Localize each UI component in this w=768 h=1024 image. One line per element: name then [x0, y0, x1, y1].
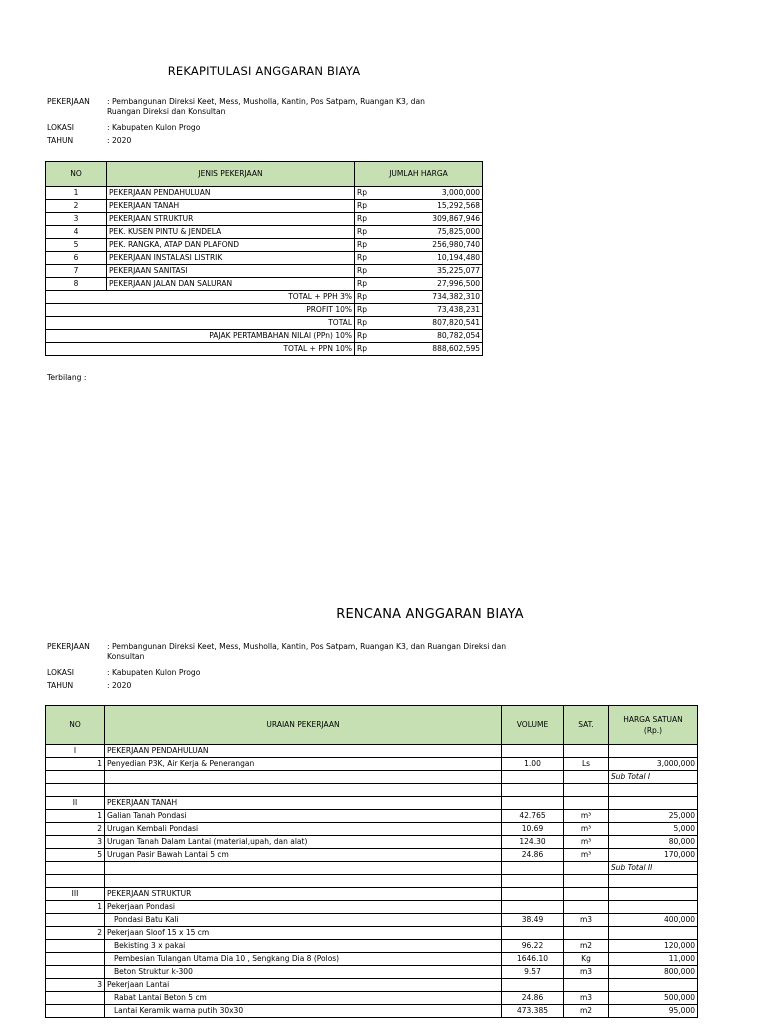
rab-item-unit: Ls: [564, 758, 609, 771]
recap-total-amount: 80,782,054: [381, 330, 483, 343]
recap-row-no: 2: [46, 200, 107, 213]
rab-item-volume: 10.69: [502, 823, 564, 836]
rab-spacer-row: [46, 875, 698, 888]
recap-total-amount: 734,382,310: [381, 291, 483, 304]
rab-item-price: 400,000: [609, 914, 698, 927]
rab-section-header: [46, 797, 698, 810]
recap-lokasi-value: : Kabupaten Kulon Progo: [107, 123, 201, 132]
rab-item-no: [46, 953, 105, 966]
recap-row-name: PEKERJAAN JALAN DAN SALURAN: [107, 278, 355, 291]
recap-total-amount: 888,602,595: [381, 343, 483, 356]
rab-empty-cell: [609, 901, 698, 914]
rab-pekerjaan-label: PEKERJAAN: [47, 642, 90, 651]
rab-section-roman: III: [46, 888, 105, 901]
gap-cell: [564, 784, 609, 797]
recap-total-currency: Rp: [355, 317, 381, 330]
rab-item-price: 25,000: [609, 810, 698, 823]
recap-row-name: PEKERJAAN STRUKTUR: [107, 213, 355, 226]
rab-item-row: [46, 823, 698, 836]
rab-section-title: PEKERJAAN STRUKTUR: [105, 888, 502, 901]
rab-section-header: [46, 745, 698, 758]
rab-empty-cell: [609, 927, 698, 940]
rab-group-row: [46, 901, 698, 914]
recap-lokasi-label: LOKASI: [47, 123, 75, 132]
gap-cell: [564, 875, 609, 888]
rab-item-volume: 42.765: [502, 810, 564, 823]
rab-pekerjaan-line2: Konsultan: [107, 652, 145, 661]
recap-total-label: PAJAK PERTAMBAHAN NILAI (PPn) 10%: [46, 330, 355, 343]
rab-item-no: 1: [46, 810, 105, 823]
rab-empty-cell: [564, 927, 609, 940]
rab-lokasi-value: : Kabupaten Kulon Progo: [107, 668, 201, 677]
rab-group-no: 2: [46, 927, 105, 940]
gap-cell: [105, 875, 502, 888]
rab-subtotal-label: Sub Total II: [609, 862, 698, 875]
rab-item-price: 95,000: [609, 1005, 698, 1018]
rab-item-name: Pondasi Batu Kali: [105, 914, 502, 927]
rab-empty-cell: [564, 979, 609, 992]
gap-cell: [609, 875, 698, 888]
gap-cell: [609, 784, 698, 797]
rab-item-no: 1: [46, 758, 105, 771]
recap-row-currency: Rp: [355, 200, 381, 213]
rab-item-no: [46, 992, 105, 1005]
rab-item-name: Bekisting 3 x pakai: [105, 940, 502, 953]
rab-empty-cell: [502, 862, 564, 875]
recap-row: [46, 200, 483, 213]
rab-item-no: [46, 1005, 105, 1018]
recap-total-label: TOTAL + PPH 3%: [46, 291, 355, 304]
recap-row-currency: Rp: [355, 278, 381, 291]
rab-section-roman: II: [46, 797, 105, 810]
recap-row-name: PEK. KUSEN PINTU & JENDELA: [107, 226, 355, 239]
rab-pekerjaan-value: [107, 642, 506, 662]
recap-total-amount: 73,438,231: [381, 304, 483, 317]
recap-row-currency: Rp: [355, 226, 381, 239]
recap-row-name: PEK. RANGKA, ATAP DAN PLAFOND: [107, 239, 355, 252]
rab-item-volume: 124.30: [502, 836, 564, 849]
rab-tahun-value: : 2020: [107, 681, 132, 690]
rab-item-volume: 96.22: [502, 940, 564, 953]
rab-header-harga: [609, 706, 698, 745]
recap-tahun-label: TAHUN: [47, 136, 74, 145]
rab-item-unit: m³: [564, 810, 609, 823]
rab-item-unit: m2: [564, 940, 609, 953]
recap-row: [46, 278, 483, 291]
rab-item-row: [46, 966, 698, 979]
recap-row: [46, 252, 483, 265]
rab-item-row: [46, 849, 698, 862]
recap-row-currency: Rp: [355, 213, 381, 226]
recap-row-amount: 256,980,740: [381, 239, 483, 252]
rab-item-unit: m³: [564, 836, 609, 849]
rab-item-row: [46, 836, 698, 849]
recap-pekerjaan-value: [107, 97, 425, 117]
rab-empty-cell: [46, 771, 105, 784]
recap-row-amount: 15,292,568: [381, 200, 483, 213]
recap-row-currency: Rp: [355, 265, 381, 278]
recap-pekerjaan-line1: : Pembangunan Direksi Keet, Mess, Musholla, Kantin, Pos Satpam, Ruangan K3, dan: [107, 97, 425, 106]
gap-cell: [502, 784, 564, 797]
rab-item-no: 2: [46, 823, 105, 836]
recap-row-currency: Rp: [355, 252, 381, 265]
recap-pekerjaan-label: PEKERJAAN: [47, 97, 90, 106]
recap-total-currency: Rp: [355, 330, 381, 343]
rab-empty-cell: [564, 862, 609, 875]
rab-item-row: [46, 992, 698, 1005]
recap-row-name: PEKERJAAN TANAH: [107, 200, 355, 213]
recap-total-row: [46, 291, 483, 304]
recap-row-amount: 3,000,000: [381, 187, 483, 200]
rab-group-title: Pekerjaan Lantai: [105, 979, 502, 992]
recap-row-no: 8: [46, 278, 107, 291]
rab-empty-cell: [502, 927, 564, 940]
rab-empty-cell: [46, 862, 105, 875]
rab-item-row: [46, 758, 698, 771]
rab-item-price: 11,000: [609, 953, 698, 966]
rab-empty-cell: [105, 862, 502, 875]
rab-header-harga-line2: (Rp.): [643, 726, 663, 735]
rab-section-roman: I: [46, 745, 105, 758]
recap-row-amount: 75,825,000: [381, 226, 483, 239]
recap-tahun-value: : 2020: [107, 136, 132, 145]
gap-cell: [502, 875, 564, 888]
rab-item-unit: m3: [564, 966, 609, 979]
recap-pekerjaan-line2: Ruangan Direksi dan Konsultan: [107, 107, 226, 116]
rab-item-name: Beton Struktur k-300: [105, 966, 502, 979]
rab-item-name: Galian Tanah Pondasi: [105, 810, 502, 823]
gap-cell: [46, 875, 105, 888]
rab-item-price: 170,000: [609, 849, 698, 862]
rab-empty-cell: [564, 797, 609, 810]
rab-item-no: 3: [46, 836, 105, 849]
rab-item-volume: 1646.10: [502, 953, 564, 966]
rab-item-row: [46, 953, 698, 966]
rab-item-unit: m3: [564, 992, 609, 1005]
rab-empty-cell: [502, 745, 564, 758]
rab-item-no: [46, 914, 105, 927]
rab-item-price: 800,000: [609, 966, 698, 979]
rab-header-volume: VOLUME: [502, 706, 564, 745]
rab-empty-cell: [105, 771, 502, 784]
gap-cell: [46, 784, 105, 797]
rab-header-row: [46, 706, 698, 745]
rab-item-volume: 9.57: [502, 966, 564, 979]
rab-item-unit: m3: [564, 914, 609, 927]
recap-row-name: PEKERJAAN SANITASI: [107, 265, 355, 278]
recap-row-no: 5: [46, 239, 107, 252]
rab-empty-cell: [609, 797, 698, 810]
rab-item-price: 500,000: [609, 992, 698, 1005]
rab-empty-cell: [564, 901, 609, 914]
rab-spacer-row: [46, 784, 698, 797]
recap-row-amount: 35,225,077: [381, 265, 483, 278]
recap-row-currency: Rp: [355, 187, 381, 200]
rab-item-name: Lantai Keramik warna putih 30x30: [105, 1005, 502, 1018]
rab-item-unit: Kg: [564, 953, 609, 966]
rab-item-unit: m³: [564, 849, 609, 862]
rab-header-no: NO: [46, 706, 105, 745]
rab-group-row: [46, 927, 698, 940]
rab-empty-cell: [564, 888, 609, 901]
rab-item-row: [46, 940, 698, 953]
rab-empty-cell: [564, 745, 609, 758]
recap-row: [46, 187, 483, 200]
recap-row-no: 3: [46, 213, 107, 226]
rab-group-title: Pekerjaan Sloof 15 x 15 cm: [105, 927, 502, 940]
rab-pekerjaan-line1: : Pembangunan Direksi Keet, Mess, Musholla, Kantin, Pos Satpam, Ruangan K3, dan Ruangan Direksi dan: [107, 642, 507, 651]
recap-total-row: [46, 317, 483, 330]
recap-total-label: TOTAL: [46, 317, 355, 330]
rab-empty-cell: [609, 979, 698, 992]
rab-empty-cell: [502, 888, 564, 901]
recap-row-name: PEKERJAAN INSTALASI LISTRIK: [107, 252, 355, 265]
recap-row-no: 6: [46, 252, 107, 265]
gap-cell: [105, 784, 502, 797]
rab-empty-cell: [502, 797, 564, 810]
rab-subtotal-row: [46, 862, 698, 875]
rab-item-name: Penyedian P3K, Air Kerja & Penerangan: [105, 758, 502, 771]
rab-item-no: 5: [46, 849, 105, 862]
rab-item-name: Urugan Tanah Dalam Lantai (material,upah, dan alat): [105, 836, 502, 849]
rab-item-no: [46, 940, 105, 953]
rab-subtotal-row: [46, 771, 698, 784]
rab-header-uraian: URAIAN PEKERJAAN: [105, 706, 502, 745]
recap-table: [45, 161, 483, 356]
rab-header-harga-line1: HARGA SATUAN: [623, 715, 683, 724]
rab-item-price: 5,000: [609, 823, 698, 836]
rab-item-unit: m³: [564, 823, 609, 836]
rab-empty-cell: [564, 771, 609, 784]
rab-empty-cell: [502, 901, 564, 914]
rab-group-no: 1: [46, 901, 105, 914]
recap-header-row: [46, 162, 483, 187]
recap-row: [46, 213, 483, 226]
rab-section-title: PEKERJAAN PENDAHULUAN: [105, 745, 502, 758]
rab-header-sat: SAT.: [564, 706, 609, 745]
rab-group-title: Pekerjaan Pondasi: [105, 901, 502, 914]
rab-group-no: 3: [46, 979, 105, 992]
recap-total-amount: 807,820,541: [381, 317, 483, 330]
rab-item-price: 3,000,000: [609, 758, 698, 771]
rab-empty-cell: [502, 771, 564, 784]
recap-total-currency: Rp: [355, 291, 381, 304]
rab-item-name: Urugan Kembali Pondasi: [105, 823, 502, 836]
recap-row-amount: 309,867,946: [381, 213, 483, 226]
recap-row: [46, 226, 483, 239]
rab-empty-cell: [609, 888, 698, 901]
rab-item-volume: 473.385: [502, 1005, 564, 1018]
rab-item-volume: 1.00: [502, 758, 564, 771]
recap-total-label: TOTAL + PPN 10%: [46, 343, 355, 356]
rab-item-row: [46, 1005, 698, 1018]
recap-row-currency: Rp: [355, 239, 381, 252]
rab-item-no: [46, 966, 105, 979]
rab-item-name: Urugan Pasir Bawah Lantai 5 cm: [105, 849, 502, 862]
rab-item-unit: m2: [564, 1005, 609, 1018]
rab-lokasi-label: LOKASI: [47, 668, 75, 677]
rab-tahun-label: TAHUN: [47, 681, 74, 690]
recap-total-row: [46, 304, 483, 317]
rab-table: [45, 705, 698, 1018]
recap-row-name: PEKERJAAN PENDAHULUAN: [107, 187, 355, 200]
recap-row-amount: 10,194,480: [381, 252, 483, 265]
rab-item-name: Rabat Lantai Beton 5 cm: [105, 992, 502, 1005]
recap-total-row: [46, 343, 483, 356]
rab-item-price: 80,000: [609, 836, 698, 849]
rab-subtotal-label: Sub Total I: [609, 771, 698, 784]
rab-item-volume: 38.49: [502, 914, 564, 927]
recap-row-no: 1: [46, 187, 107, 200]
recap-row-no: 7: [46, 265, 107, 278]
rab-group-row: [46, 979, 698, 992]
rab-item-volume: 24.86: [502, 849, 564, 862]
rab-item-row: [46, 914, 698, 927]
rab-item-name: Pembesian Tulangan Utama Dia 10 , Sengkang Dia 8 (Polos): [105, 953, 502, 966]
rab-item-volume: 24.86: [502, 992, 564, 1005]
recap-row: [46, 239, 483, 252]
recap-header-no: NO: [46, 162, 107, 187]
recap-header-jumlah: JUMLAH HARGA: [355, 162, 483, 187]
rab-title: RENCANA ANGGARAN BIAYA: [336, 607, 524, 622]
recap-total-currency: Rp: [355, 343, 381, 356]
recap-total-label: PROFIT 10%: [46, 304, 355, 317]
recap-header-jenis: JENIS PEKERJAAN: [107, 162, 355, 187]
rab-section-title: PEKERJAAN TANAH: [105, 797, 502, 810]
recap-row: [46, 265, 483, 278]
rab-item-price: 120,000: [609, 940, 698, 953]
recap-total-row: [46, 330, 483, 343]
recap-terbilang: Terbilang :: [47, 373, 87, 382]
recap-row-no: 4: [46, 226, 107, 239]
rab-section-header: [46, 888, 698, 901]
recap-title: REKAPITULASI ANGGARAN BIAYA: [167, 64, 361, 78]
rab-empty-cell: [609, 745, 698, 758]
rab-empty-cell: [502, 979, 564, 992]
recap-row-amount: 27,996,500: [381, 278, 483, 291]
rab-item-row: [46, 810, 698, 823]
recap-total-currency: Rp: [355, 304, 381, 317]
